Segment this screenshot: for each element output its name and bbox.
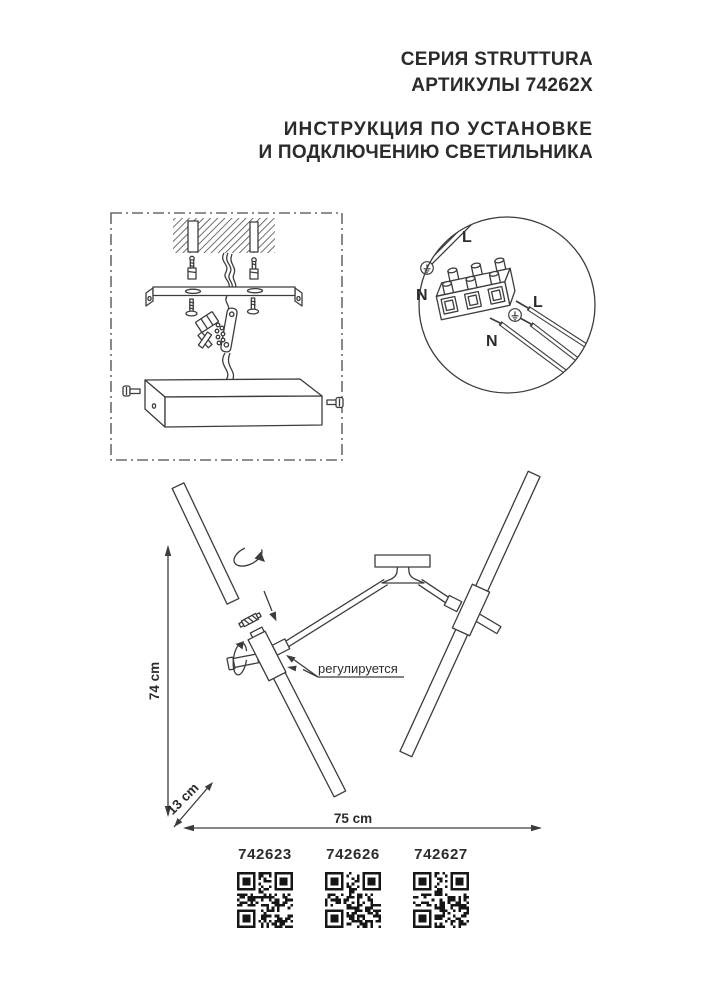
mains-wires (223, 253, 236, 311)
article-number: 742627 (414, 846, 468, 863)
wiring-detail-diagram (413, 211, 603, 401)
mounting-exploded-diagram (105, 210, 350, 462)
side-thumbscrew-right (327, 398, 343, 408)
rotate-arrow-upper (231, 542, 265, 570)
support-arms (279, 582, 456, 649)
adjust-knob-left (227, 654, 259, 670)
instruction-title-block (258, 118, 593, 164)
qr-code-icon (237, 872, 293, 928)
anchor-right (250, 258, 258, 279)
drill-hole (250, 222, 258, 252)
dimension-offset-label: 13 cm (163, 779, 202, 818)
insert-arrow (264, 591, 276, 621)
canopy-box (145, 379, 322, 427)
article-qr-row (221, 846, 485, 928)
terminal-assembly (195, 307, 237, 352)
canopy-stem (382, 566, 424, 583)
drill-hole (188, 221, 198, 252)
lamp-tube-upper-left (172, 483, 239, 604)
article-column (309, 846, 397, 928)
screw-right (248, 298, 259, 314)
dimension-width-label: 75 cm (333, 811, 373, 826)
articles-title: АРТИКУЛЫ 74262X (411, 75, 593, 96)
article-number: 742623 (238, 846, 292, 863)
fixture-dimension-drawing (140, 466, 560, 844)
terminal-live-label: L (462, 229, 472, 246)
screw-left (186, 299, 197, 316)
bracket-slot (186, 289, 201, 293)
side-thumbscrew-left (123, 386, 140, 396)
article-number: 742626 (326, 846, 380, 863)
dimension-height (147, 545, 171, 817)
mounting-screws (186, 298, 259, 316)
dimension-offset (164, 780, 213, 827)
article-column (397, 846, 485, 928)
series-title: СЕРИЯ STRUTTURA (400, 49, 593, 70)
instruction-title-line2: И ПОДКЛЮЧЕНИЮ СВЕТИЛЬНИКА (258, 142, 593, 163)
qr-code-icon (325, 872, 381, 928)
earth-ground-icon (509, 309, 522, 322)
mains-live-label: L (533, 294, 543, 311)
article-column (221, 846, 309, 928)
mains-neutral-label: N (486, 333, 498, 350)
dimension-width (183, 811, 542, 831)
dimension-height-label: 74 cm (147, 661, 162, 701)
bracket-slot (248, 289, 263, 293)
anchor-left (188, 256, 196, 279)
terminal-block-small (195, 312, 218, 333)
ceiling-block (173, 218, 275, 253)
ceiling-canopy (375, 555, 430, 567)
bead-cluster (215, 323, 225, 345)
instruction-title-line1: ИНСТРУКЦИЯ ПО УСТАНОВКЕ (283, 119, 593, 140)
adjustable-callout (286, 655, 404, 677)
doc-title-block (401, 47, 593, 99)
connector-stud (238, 612, 261, 628)
qr-code-icon (413, 872, 469, 928)
terminal-neutral-label: N (416, 287, 428, 304)
mounting-bracket (146, 287, 302, 306)
hook-bracket (198, 332, 212, 348)
adjustable-label: регулируется (318, 661, 398, 676)
